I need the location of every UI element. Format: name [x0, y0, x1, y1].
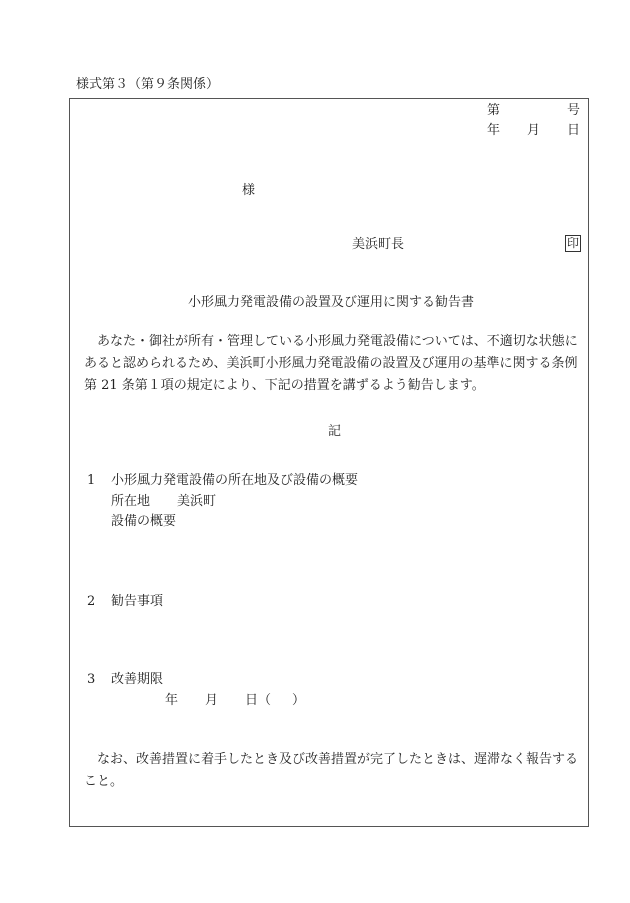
body-paragraph — [84, 331, 580, 397]
doc-date-day: 日 — [567, 123, 581, 138]
item-2-number: 2 — [87, 594, 96, 609]
issuer-name: 美浜町長 — [352, 237, 405, 252]
seal-stamp — [565, 235, 581, 252]
deadline-day: 日 — [245, 693, 259, 708]
doc-number-go: 号 — [567, 103, 581, 118]
closing-line-2: こと。 — [84, 774, 124, 789]
doc-date-year: 年 — [487, 123, 501, 138]
location-value: 美浜町 — [177, 494, 217, 509]
deadline-paren-close: ） — [292, 693, 306, 708]
document-title: 小形風力発電設備の設置及び運用に関する勧告書 — [188, 295, 475, 310]
deadline-year: 年 — [165, 693, 179, 708]
body-line-2: あると認められるため、美浜町小形風力発電設備の設置及び運用の基準に関する条例 — [84, 356, 578, 371]
form-label: 様式第３（第９条関係） — [76, 77, 220, 92]
doc-number-dai: 第 — [487, 103, 501, 118]
deadline-month: 月 — [205, 693, 219, 708]
ki-heading: 記 — [328, 424, 342, 439]
location-label: 所在地 — [111, 494, 151, 509]
item-1-label: 小形風力発電設備の所在地及び設備の概要 — [111, 473, 359, 488]
doc-date-month: 月 — [527, 123, 541, 138]
closing-line-1: なお、改善措置に着手したとき及び改善措置が完了したときは、遅滞なく報告する — [97, 752, 579, 767]
seal-char: 印 — [567, 236, 580, 250]
item-1-number: 1 — [87, 473, 96, 488]
deadline-paren-open: （ — [258, 693, 272, 708]
addressee-suffix: 様 — [242, 183, 256, 198]
item-3-number: 3 — [87, 672, 96, 687]
body-line-3: 第 21 条第１項の規定により、下記の措置を講ずるよう勧告します。 — [84, 378, 485, 393]
document-frame — [69, 98, 589, 827]
item-3-label: 改善期限 — [111, 672, 164, 687]
item-2-label: 勧告事項 — [111, 594, 164, 609]
closing-paragraph — [84, 749, 580, 793]
body-line-1: あなた・御社が所有・管理している小形風力発電設備については、不適切な状態に — [97, 334, 578, 349]
equipment-label: 設備の概要 — [111, 514, 177, 529]
